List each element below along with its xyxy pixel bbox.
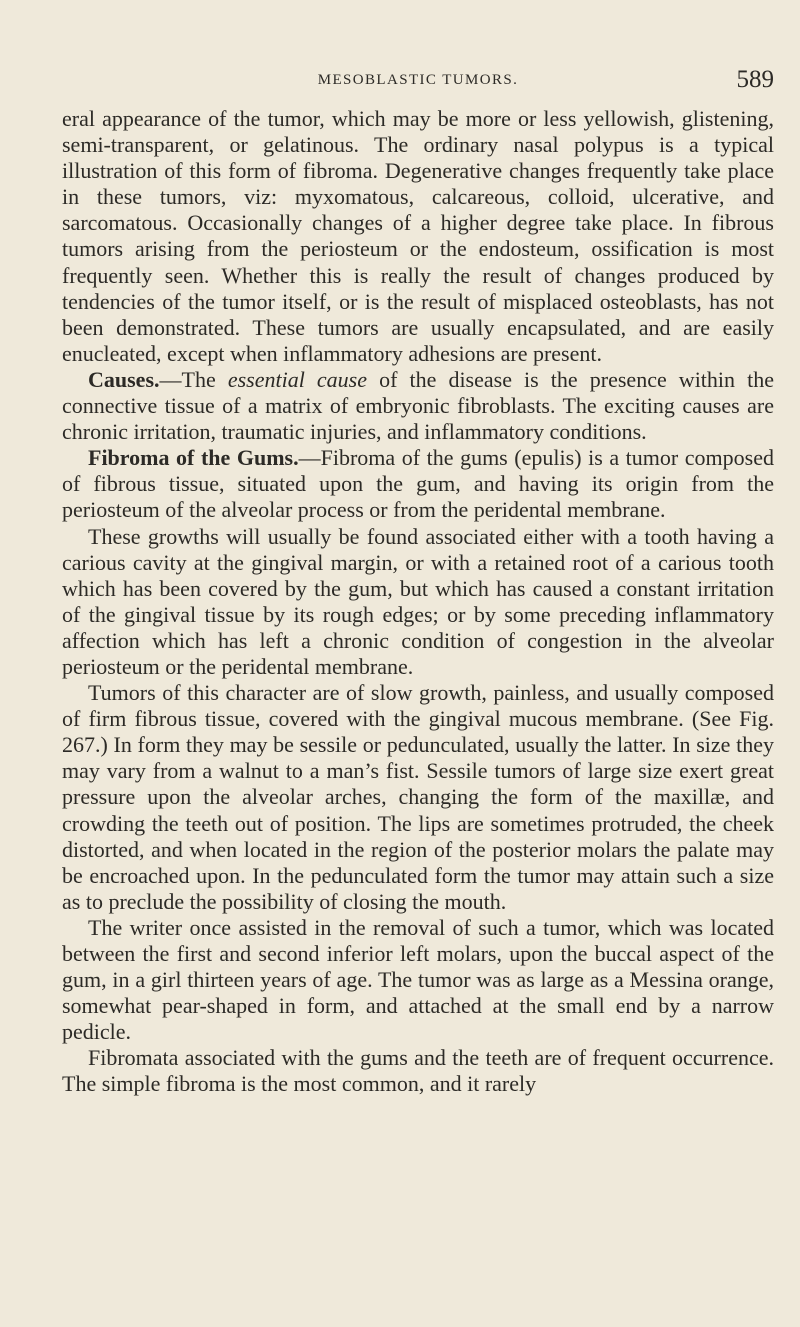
body-text	[62, 106, 774, 1098]
paragraph-tumors-character: Tumors of this character are of slow growth, painless, and usually composed of firm fibrous tissue, covered with the gingival mucous membrane. (See Fig. 267.) In form they may be sessile or pedunculated, usually the latter. In size they may vary from a walnut to a man’s fist. Sessile tumors of large size exert great pressure upon the alveolar arches, changing the form of the maxillæ, and crowding the teeth out of position. The lips are sometimes protruded, the cheek distorted, and when located in the region of the posterior molars the palate may be encroached upon. In the pedunculated form the tumor may attain such a size as to preclude the possibility of closing the mouth.	[62, 680, 774, 914]
paragraph-fibroma-gums	[62, 445, 774, 523]
causes-post: of the disease is the presence within the connective tissue of a matrix of embryonic fibroblasts. The exciting causes are chronic irritation, traumatic injuries, and inflammatory conditions.	[62, 366, 774, 445]
running-title: MESOBLASTIC TUMORS.	[317, 72, 519, 88]
fibroma-gums-text: —Fibroma of the gums (epulis) is a tumor composed of fibrous tissue, situated upon the gum, and having its origin from the periosteum of the alveolar process or from the peridental membrane.	[62, 445, 774, 523]
paragraph-writer: The writer once assisted in the removal of such a tumor, which was located between the first and second inferior left molars, upon the buccal aspect of the gum, in a girl thirteen years of age. The tumor was as large as a Messina orange, somewhat pear-shaped in form, and attached at the small end by a narrow pedicle.	[62, 914, 774, 1045]
causes-pre: —The	[159, 366, 228, 392]
paragraph-growths: These growths will usually be found associated either with a tooth having a carious cavity at the gingival margin, or with a retained root of a carious tooth which has been covered by the gum, but which has caused a constant irritation of the gingival tissue by its rough edges; or by some preceding inflammatory affection which has left a chronic condition of congestion in the alveolar periosteum or the peridental membrane.	[62, 523, 774, 679]
page-number: 589	[736, 66, 774, 93]
paragraph-continued: eral appearance of the tumor, which may be more or less yellowish, glistening, semi-transparent, or gelatinous. The ordinary nasal polypus is a typical illustration of this form of fibroma. Degenerative changes frequently take place in these tumors, viz: myxomatous, calcareous, colloid, ulcerative, and sarcomatous. Occasionally changes of a higher degree take place. In fibrous tumors arising from the periosteum or the endosteum, ossification is most frequently seen. Whether this is really the result of changes produced by tendencies of the tumor itself, or is the result of misplaced osteoblasts, has not been demonstrated. These tumors are usually encapsulated, and are easily enucleated, except when inflammatory adhesions are present.	[62, 106, 774, 366]
running-head	[62, 68, 774, 98]
causes-italic: essential cause	[227, 366, 367, 392]
paragraph-fibromata: Fibromata associated with the gums and the teeth are of frequent occurrence. The simple fibroma is the most common, and it rarely	[62, 1045, 774, 1097]
paragraph-causes	[62, 367, 774, 445]
run-in-heading-fibroma-gums: Fibroma of the Gums.	[88, 445, 299, 471]
run-in-heading-causes: Causes.	[88, 366, 160, 392]
